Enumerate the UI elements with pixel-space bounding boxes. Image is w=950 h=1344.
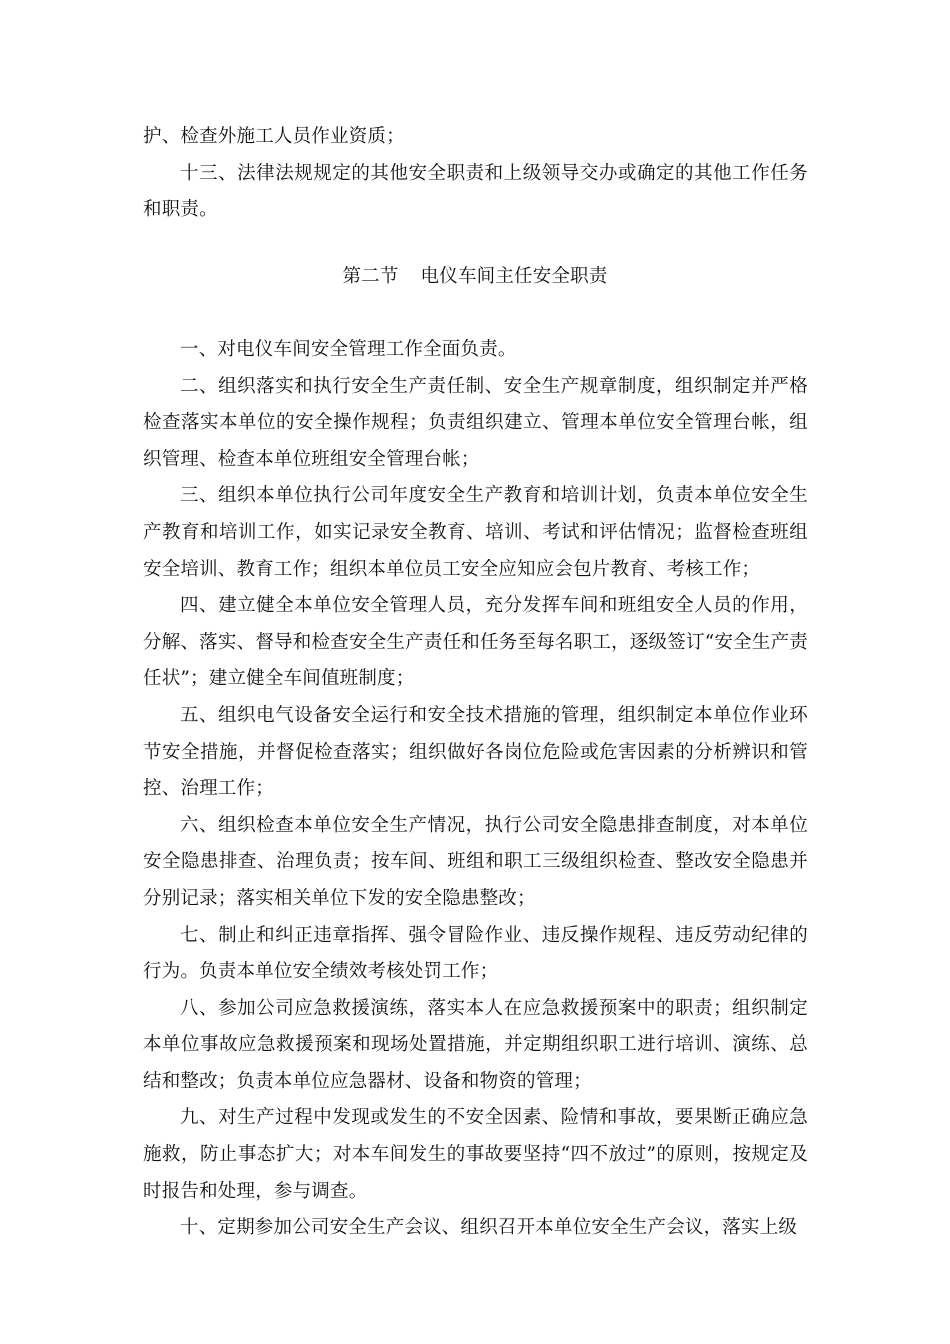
section-body (143, 332, 808, 1247)
duty-item-10: 十、定期参加公司安全生产会议、组织召开本单位安全生产会议，落实上级 (180, 1217, 798, 1239)
duty-item-3: 三、组织本单位执行公司年度安全生产教育和培训计划，负责本单位安全生产教育和培训工作，如实记录安全教育、培训、考试和评估情况；监督检查班组安全培训、教育工作；组织本单位员工安全应知应会包片教育、考核工作； (143, 485, 808, 580)
duty-item-9: 九、对生产过程中发现或发生的不安全因素、险情和事故，要果断正确应急施救，防止事态扩大；对本车间发生的事故要坚持“四不放过”的原则，按规定及时报告和处理，参与调查。 (143, 1107, 808, 1202)
duty-item-7: 七、制止和纠正违章指挥、强令冒险作业、违反操作规程、违反劳动纪律的行为。负责本单位安全绩效考核处罚工作； (143, 924, 808, 983)
continuation-line: 护、检查外施工人员作业资质； (143, 126, 405, 147)
section-title-text: 电仪车间主任安全职责 (420, 266, 608, 287)
duty-item-1: 一、对电仪车间安全管理工作全面负责。 (180, 339, 517, 360)
duty-item-2: 二、组织落实和执行安全生产责任制、安全生产规章制度，组织制定并严格检查落实本单位的安全操作规程；负责组织建立、管理本单位安全管理台帐，组织管理、检查本单位班组安全管理台帐； (143, 375, 808, 470)
paragraph-13: 十三、法律法规规定的其他安全职责和上级领导交办或确定的其他工作任务和职责。 (143, 162, 808, 221)
duty-item-6: 六、组织检查本单位安全生产情况，执行公司安全隐患排查制度，对本单位安全隐患排查、治理负责；按车间、班组和职工三级组织检查、整改安全隐患并分别记录；落实相关单位下发的安全隐患整改； (143, 814, 808, 909)
section-number: 第二节 (342, 266, 399, 287)
duty-item-5: 五、组织电气设备安全运行和安全技术措施的管理，组织制定本单位作业环节安全措施，并督促检查落实；组织做好各岗位危险或危害因素的分析辨识和管控、治理工作； (143, 704, 808, 800)
previous-section-tail (143, 119, 808, 229)
section-heading (0, 262, 950, 292)
duty-item-8: 八、参加公司应急救援演练，落实本人在应急救援预案中的职责；组织制定本单位事故应急救援预案和现场处置措施，并定期组织职工进行培训、演练、总结和整改；负责本单位应急器材、设备和物资的管理； (143, 997, 808, 1092)
duty-item-4: 四、建立健全本单位安全管理人员，充分发挥车间和班组安全人员的作用，分解、落实、督导和检查安全生产责任和任务至每名职工，逐级签订“安全生产责任状”；建立健全车间值班制度； (143, 595, 808, 690)
